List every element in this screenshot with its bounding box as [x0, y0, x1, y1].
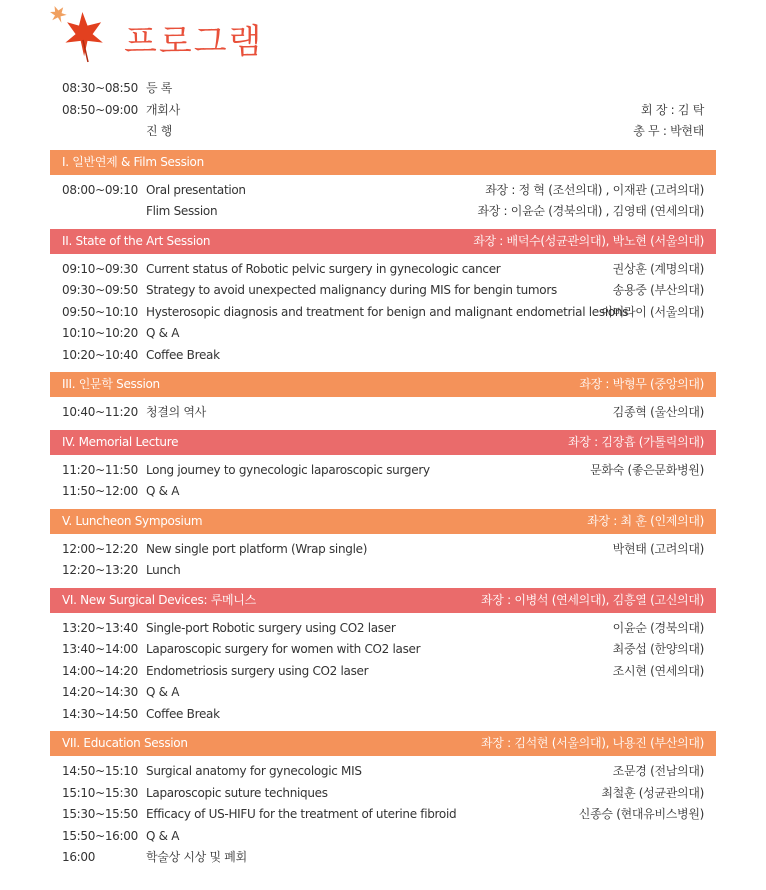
- speaker: 조문경 (전남의대): [612, 764, 704, 778]
- time-slot: 14:20~14:30: [62, 685, 138, 699]
- schedule-row: [50, 704, 716, 726]
- item-title: Q & A: [146, 326, 180, 340]
- schedule-row: [50, 639, 716, 661]
- session-title: VII. Education Session: [62, 736, 188, 750]
- session-chair: 좌장 : 김석현 (서울의대), 나용진 (부산의대): [480, 736, 704, 750]
- item-title: 진 행: [146, 124, 173, 138]
- item-title: Current status of Robotic pelvic surgery in gynecologic cancer: [146, 261, 501, 276]
- schedule-row: [50, 180, 716, 202]
- schedule-row: [50, 323, 716, 345]
- time-slot: 12:20~13:20: [62, 563, 138, 577]
- time-slot: 10:40~11:20: [62, 405, 138, 419]
- header: [0, 0, 766, 70]
- item-title: Single-port Robotic surgery using CO2 laser: [146, 620, 396, 635]
- schedule-row: [50, 783, 716, 805]
- item-title: Oral presentation: [146, 182, 246, 197]
- item-title: Endometriosis surgery using CO2 laser: [146, 663, 369, 678]
- speaker: 회 장 : 김 탁: [641, 102, 704, 117]
- speaker: 이윤순 (경북의대): [612, 620, 704, 635]
- time-slot: 16:00: [62, 850, 96, 864]
- schedule-row: [50, 661, 716, 683]
- time-slot: 14:50~15:10: [62, 764, 138, 778]
- session-chair: 좌장 : 이병석 (연세의대), 김흥열 (고신의대): [480, 592, 704, 607]
- speaker: 최중섭 (한양의대): [612, 642, 704, 656]
- session-section: [50, 430, 716, 503]
- speaker: 조시현 (연세의대): [612, 663, 704, 678]
- time-slot: 13:20~13:40: [62, 620, 138, 635]
- page-title: 프로그램: [124, 22, 264, 62]
- schedule-row: [50, 345, 716, 367]
- session-section: [50, 372, 716, 424]
- session-header-bar: [50, 372, 716, 397]
- item-title: Lunch: [146, 563, 181, 577]
- item-title: 학술상 시상 및 폐회: [146, 850, 247, 864]
- time-slot: 12:00~12:20: [62, 541, 138, 556]
- time-slot: 11:50~12:00: [62, 484, 138, 498]
- item-title: Q & A: [146, 828, 180, 843]
- time-slot: 09:50~10:10: [62, 304, 138, 319]
- session-chair: 좌장 : 배덕수(성균관의대), 박노현 (서울의대): [473, 233, 704, 248]
- session-header-bar: [50, 588, 716, 613]
- speaker: 좌장 : 이윤순 (경북의대) , 김영태 (연세의대): [477, 204, 704, 218]
- time-slot: 08:30~08:50: [62, 81, 138, 95]
- item-title: New single port platform (Wrap single): [146, 541, 368, 556]
- speaker: 신종승 (현대유비스병원): [578, 807, 704, 821]
- speaker: 박현태 (고려의대): [612, 541, 704, 556]
- speaker: 김종혁 (울산의대): [612, 405, 704, 419]
- session-title: III. 인문학 Session: [62, 377, 160, 391]
- schedule-row: [50, 460, 716, 482]
- maple-leaf-icon: [40, 0, 120, 70]
- session-section: [50, 731, 716, 869]
- session-header-bar: [50, 229, 716, 254]
- item-title: Laparoscopic suture techniques: [146, 785, 328, 800]
- session-chair: 좌장 : 박형무 (중앙의대): [579, 377, 704, 391]
- session-section: [50, 150, 716, 223]
- time-slot: 09:30~09:50: [62, 283, 138, 297]
- time-slot: 10:20~10:40: [62, 347, 138, 362]
- opening-block: [50, 78, 716, 143]
- item-title: Surgical anatomy for gynecologic MIS: [146, 764, 362, 778]
- schedule-row: [50, 201, 716, 223]
- schedule-row: [50, 402, 716, 424]
- time-slot: 15:50~16:00: [62, 828, 138, 843]
- time-slot: 11:20~11:50: [62, 462, 138, 477]
- session-title: IV. Memorial Lecture: [62, 434, 179, 449]
- session-title: II. State of the Art Session: [62, 233, 211, 248]
- schedule-row: [50, 682, 716, 704]
- speaker: 좌장 : 정 혁 (조선의대) , 이재관 (고려의대): [485, 182, 704, 197]
- item-title: Strategy to avoid unexpected malignancy during MIS for bengin tumors: [146, 283, 557, 297]
- session-section: [50, 229, 716, 367]
- session-header-bar: [50, 150, 716, 175]
- schedule-row: [50, 302, 716, 324]
- speaker: 문화숙 (좋은문화병원): [590, 462, 704, 477]
- time-slot: 14:30~14:50: [62, 706, 138, 721]
- time-slot: 13:40~14:00: [62, 642, 138, 656]
- schedule-row: [50, 78, 716, 100]
- time-slot: 15:10~15:30: [62, 785, 138, 800]
- time-slot: 14:00~14:20: [62, 663, 138, 678]
- session-section: [50, 509, 716, 582]
- time-slot: 08:50~09:00: [62, 102, 138, 117]
- time-slot: 15:30~15:50: [62, 807, 138, 821]
- session-chair: 좌장 : 김장흡 (가톨릭의대): [568, 434, 704, 449]
- schedule-row: [50, 761, 716, 783]
- schedule-row: [50, 847, 716, 869]
- time-slot: 10:10~10:20: [62, 326, 138, 340]
- session-title: I. 일반연제 & Film Session: [62, 154, 204, 169]
- item-title: Coffee Break: [146, 347, 220, 362]
- session-title: V. Luncheon Symposium: [62, 513, 203, 528]
- session-header-bar: [50, 731, 716, 756]
- session-section: [50, 588, 716, 726]
- schedule-row: [50, 121, 716, 143]
- item-title: Q & A: [146, 484, 180, 498]
- item-title: Hysterosopic diagnosis and treatment for benign and malignant endometrial lesions: [146, 304, 629, 319]
- speaker: 최철훈 (성균관의대): [601, 785, 704, 800]
- sessions-list: [50, 150, 716, 869]
- speaker: 권상훈 (계명의대): [612, 261, 704, 276]
- schedule-row: [50, 259, 716, 281]
- item-title: Efficacy of US-HIFU for the treatment of uterine fibroid: [146, 807, 457, 821]
- schedule-row: [50, 539, 716, 561]
- item-title: Flim Session: [146, 204, 218, 218]
- schedule-row: [50, 100, 716, 122]
- session-title: VI. New Surgical Devices: 루메니스: [62, 592, 256, 607]
- speaker: 이미라이 (서울의대): [601, 304, 704, 319]
- schedule-row: [50, 618, 716, 640]
- schedule-row: [50, 560, 716, 582]
- item-title: Laparoscopic surgery for women with CO2 laser: [146, 642, 421, 656]
- schedule-row: [50, 481, 716, 503]
- item-title: Q & A: [146, 685, 180, 699]
- program-schedule: [50, 78, 716, 869]
- item-title: 개회사: [146, 102, 180, 117]
- session-header-bar: [50, 430, 716, 455]
- item-title: 등 록: [146, 81, 173, 95]
- item-title: Long journey to gynecologic laparoscopic surgery: [146, 462, 430, 477]
- time-slot: 08:00~09:10: [62, 182, 138, 197]
- time-slot: 09:10~09:30: [62, 261, 138, 276]
- schedule-row: [50, 826, 716, 848]
- speaker: 총 무 : 박현태: [633, 124, 704, 138]
- speaker: 송용중 (부산의대): [612, 283, 704, 297]
- schedule-row: [50, 280, 716, 302]
- item-title: Coffee Break: [146, 706, 220, 721]
- session-header-bar: [50, 509, 716, 534]
- item-title: 청결의 역사: [146, 405, 206, 419]
- session-chair: 좌장 : 최 훈 (인제의대): [587, 513, 704, 528]
- schedule-row: [50, 804, 716, 826]
